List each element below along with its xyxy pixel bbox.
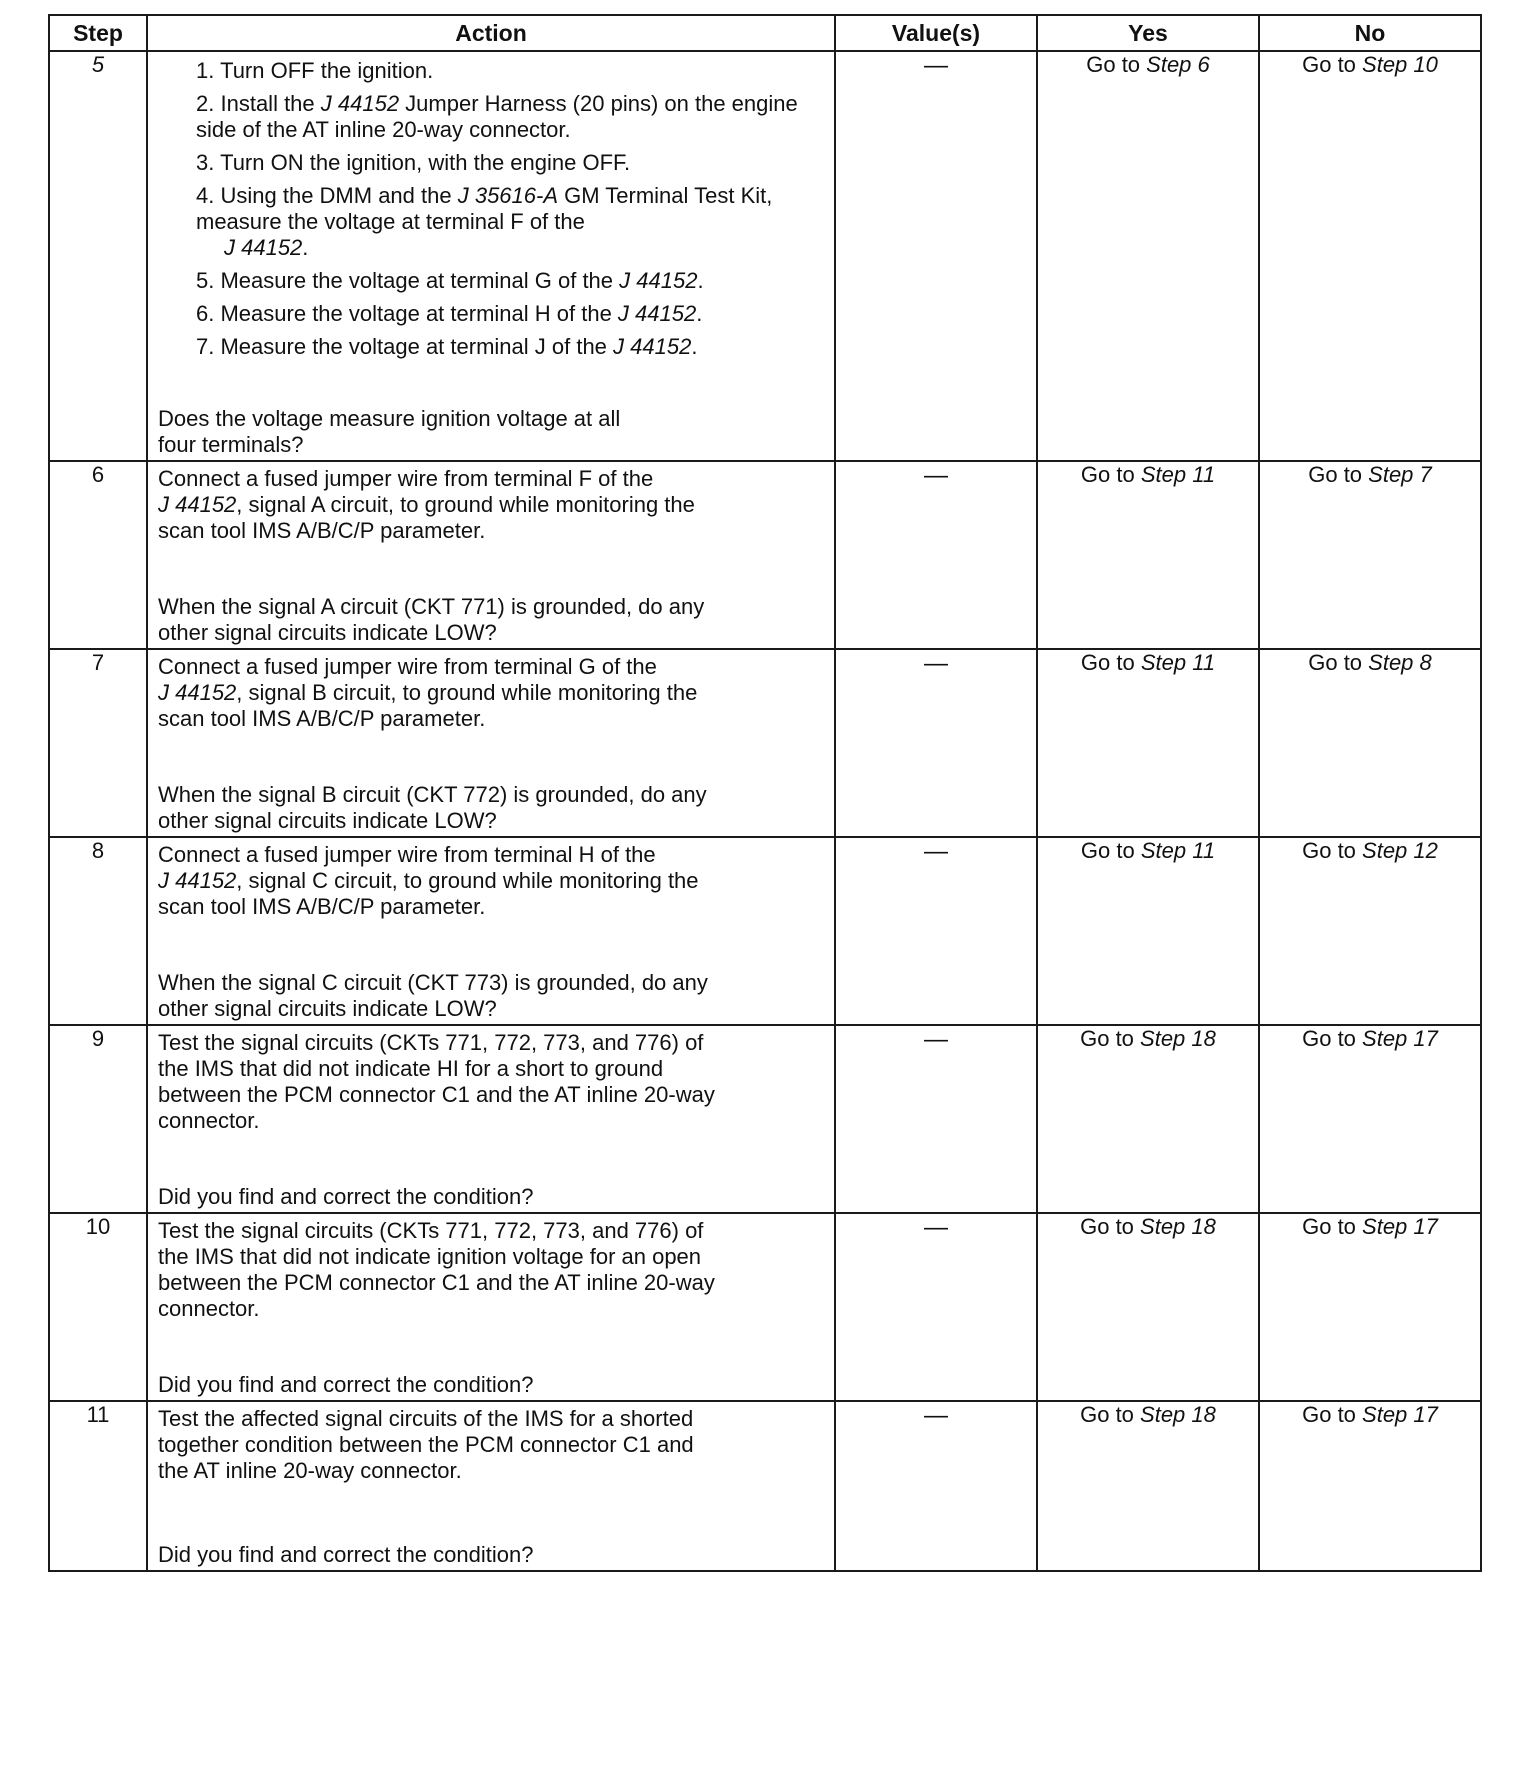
header-row: [49, 15, 1481, 51]
yes-result: [1037, 1213, 1259, 1401]
action-step-item: [192, 334, 824, 360]
action-text: Turn ON the ignition, with the engine OFF.: [220, 150, 631, 175]
action-question: When the signal B circuit (CKT 772) is grounded, do any other signal circuits indicate LOW?: [158, 782, 707, 833]
no-result: [1259, 1025, 1481, 1213]
yes-result: [1037, 1401, 1259, 1571]
tool-reference: J 44152: [617, 301, 697, 326]
tool-reference: J 44152: [224, 235, 303, 260]
values-cell: —: [835, 649, 1037, 837]
action-text: .: [697, 268, 704, 293]
no-result: [1259, 837, 1481, 1025]
values-cell: —: [835, 51, 1037, 461]
values-cell: —: [835, 837, 1037, 1025]
action-text-part: , signal A circuit, to ground while monitoring the scan tool IMS A/B/C/P parameter.: [158, 492, 695, 543]
step-reference: Step 17: [1362, 1402, 1438, 1427]
step-reference: Step 8: [1368, 650, 1432, 675]
step-number: 11: [49, 1401, 147, 1571]
action-text: .: [302, 235, 309, 260]
step-number: 9: [49, 1025, 147, 1213]
action-text: Turn OFF the ignition.: [220, 58, 434, 83]
step-number: 10: [49, 1213, 147, 1401]
no-result: [1259, 1401, 1481, 1571]
action-cell: [147, 461, 835, 649]
step-number: 8: [49, 837, 147, 1025]
step-reference: Step 11: [1140, 462, 1216, 487]
action-text: Measure the voltage at terminal J of the: [220, 334, 614, 359]
action-question: Did you find and correct the condition?: [158, 1542, 534, 1567]
header-step: Step: [49, 15, 147, 51]
action-cell: [147, 1025, 835, 1213]
action-question: Does the voltage measure ignition voltage at all four terminals?: [158, 406, 621, 457]
list-number: 3.: [196, 150, 215, 175]
yes-result: [1037, 461, 1259, 649]
step-reference: Step 6: [1146, 52, 1210, 77]
action-text: [158, 842, 824, 920]
list-number: 6.: [196, 301, 215, 326]
header-action: Action: [147, 15, 835, 51]
goto-prefix: Go to: [1080, 1214, 1141, 1239]
action-step-item: [192, 235, 824, 261]
action-question: When the signal C circuit (CKT 773) is grounded, do any other signal circuits indicate LOW?: [158, 970, 708, 1021]
goto-prefix: Go to: [1302, 1026, 1363, 1051]
action-step-item: [192, 58, 824, 84]
header-no: No: [1259, 15, 1481, 51]
yes-result: [1037, 1025, 1259, 1213]
action-text: .: [691, 334, 698, 359]
action-cell: [147, 1213, 835, 1401]
action-text: .: [696, 301, 703, 326]
values-cell: —: [835, 1025, 1037, 1213]
action-cell: [147, 649, 835, 837]
action-text-part: , signal C circuit, to ground while monitoring the scan tool IMS A/B/C/P parameter.: [158, 868, 699, 919]
step-reference: Step 11: [1140, 838, 1216, 863]
goto-prefix: Go to: [1302, 52, 1363, 77]
goto-prefix: Go to: [1080, 838, 1141, 863]
action-question: Did you find and correct the condition?: [158, 1184, 534, 1209]
step-reference: Step 18: [1140, 1214, 1216, 1239]
action-question: Did you find and correct the condition?: [158, 1372, 534, 1397]
action-text: Jumper Harness (20 pins) on the engine side of the AT inline 20-way connector.: [196, 91, 798, 142]
action-text: Measure the voltage at terminal H of the: [220, 301, 618, 326]
action-text-part: Connect a fused jumper wire from terminal G of the: [158, 654, 657, 679]
action-question: When the signal A circuit (CKT 771) is grounded, do any other signal circuits indicate LOW?: [158, 594, 705, 645]
goto-prefix: Go to: [1080, 650, 1141, 675]
action-text: [158, 466, 824, 544]
tool-reference: J 44152: [158, 492, 237, 517]
table-row-step-9: [49, 1025, 1481, 1213]
goto-prefix: Go to: [1080, 462, 1141, 487]
action-step-item: [192, 91, 824, 143]
step-reference: Step 10: [1362, 52, 1438, 77]
list-number: 5.: [196, 268, 215, 293]
table-row-step-5: [49, 51, 1481, 461]
values-cell: —: [835, 1213, 1037, 1401]
goto-prefix: Go to: [1080, 1026, 1141, 1051]
table-row-step-7: [49, 649, 1481, 837]
header-yes: Yes: [1037, 15, 1259, 51]
step-number: 7: [49, 649, 147, 837]
action-text: Measure the voltage at terminal G of the: [220, 268, 620, 293]
no-result: [1259, 51, 1481, 461]
tool-reference: J 44152: [158, 868, 237, 893]
no-result: [1259, 1213, 1481, 1401]
step-reference: Step 18: [1140, 1402, 1216, 1427]
table-row-step-10: [49, 1213, 1481, 1401]
no-result: [1259, 461, 1481, 649]
action-step-list: [158, 58, 824, 367]
action-step-item: [192, 301, 824, 327]
yes-result: [1037, 51, 1259, 461]
step-reference: Step 12: [1362, 838, 1438, 863]
action-text: Using the DMM and the: [220, 183, 458, 208]
list-number: 2.: [196, 91, 215, 116]
action-step-item: [192, 183, 824, 235]
list-number: 4.: [196, 183, 215, 208]
values-cell: —: [835, 461, 1037, 649]
values-cell: —: [835, 1401, 1037, 1571]
action-text: [158, 654, 824, 732]
yes-result: [1037, 837, 1259, 1025]
table-row-step-6: [49, 461, 1481, 649]
action-text: Test the signal circuits (CKTs 771, 772, 773, and 776) of the IMS that did not indicate HI for a short to ground between the PCM connector C1 and the AT inline 20-way connector.: [158, 1030, 715, 1133]
goto-prefix: Go to: [1080, 1402, 1141, 1427]
step-reference: Step 17: [1362, 1214, 1438, 1239]
action-text: Install the: [220, 91, 321, 116]
action-text-part: , signal B circuit, to ground while monitoring the scan tool IMS A/B/C/P parameter.: [158, 680, 698, 731]
action-text-part: Connect a fused jumper wire from terminal F of the: [158, 466, 654, 491]
no-result: [1259, 649, 1481, 837]
goto-prefix: Go to: [1302, 838, 1363, 863]
action-cell: [147, 1401, 835, 1571]
action-text: Test the signal circuits (CKTs 771, 772, 773, and 776) of the IMS that did not indicate ignition voltage for an open between the PCM connector C1 and the AT inline 20-way connector.: [158, 1218, 715, 1321]
tool-reference: J 44152: [619, 268, 698, 293]
goto-prefix: Go to: [1308, 650, 1369, 675]
action-step-item: [192, 150, 824, 176]
step-number: 6: [49, 461, 147, 649]
step-number: 5: [49, 51, 147, 461]
diagnostic-table: [48, 14, 1482, 1572]
action-cell: [147, 51, 835, 461]
step-reference: Step 17: [1362, 1026, 1438, 1051]
step-reference: Step 11: [1140, 650, 1216, 675]
step-reference: Step 18: [1140, 1026, 1216, 1051]
goto-prefix: Go to: [1302, 1214, 1363, 1239]
goto-prefix: Go to: [1086, 52, 1147, 77]
goto-prefix: Go to: [1302, 1402, 1363, 1427]
action-text: GM Terminal Test Kit, measure the voltage at terminal F of the: [196, 183, 773, 234]
step-reference: Step 7: [1368, 462, 1432, 487]
tool-reference: J 35616-A: [457, 183, 559, 208]
tool-reference: J 44152: [613, 334, 692, 359]
list-number: 7.: [196, 334, 215, 359]
action-cell: [147, 837, 835, 1025]
list-number: 1.: [196, 58, 215, 83]
action-text-part: Connect a fused jumper wire from terminal H of the: [158, 842, 656, 867]
header-values: Value(s): [835, 15, 1037, 51]
tool-reference: J 44152: [158, 680, 237, 705]
tool-reference: J 44152: [320, 91, 400, 116]
table-row-step-8: [49, 837, 1481, 1025]
action-text: Test the affected signal circuits of the IMS for a shorted together condition between the PCM connector C1 and the AT inline 20-way connector.: [158, 1406, 694, 1483]
yes-result: [1037, 649, 1259, 837]
table-row-step-11: [49, 1401, 1481, 1571]
action-step-item: [192, 268, 824, 294]
goto-prefix: Go to: [1308, 462, 1369, 487]
